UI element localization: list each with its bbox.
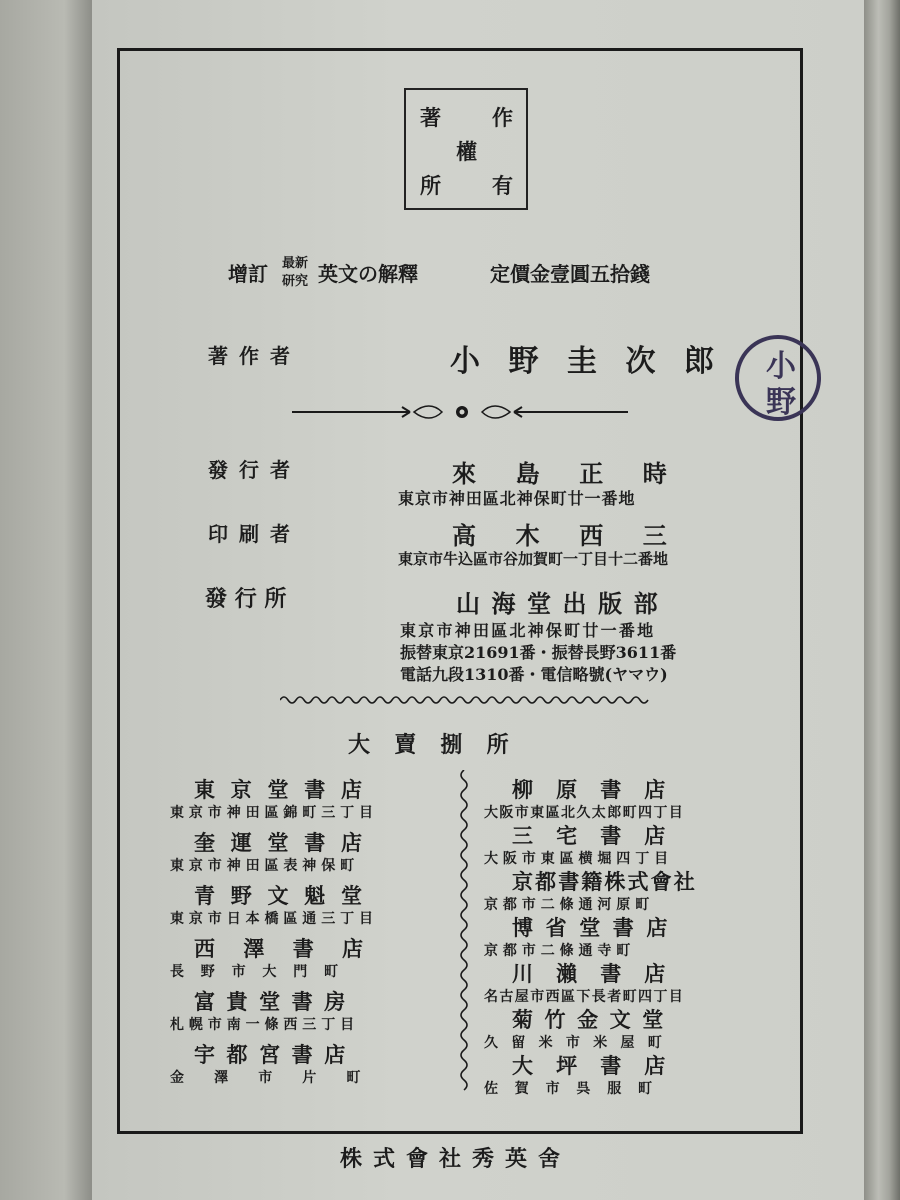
distributor-name: 大坪書店 — [512, 1053, 689, 1078]
page-edge — [864, 0, 900, 1200]
ornament-divider — [292, 400, 632, 424]
distributor-name: 柳原書店 — [512, 777, 689, 802]
distributor-name: 西澤書店 — [194, 936, 392, 961]
distributor-address: 大阪市東區横堀四丁目 — [484, 851, 673, 867]
distributor-name: 奎運堂書店 — [194, 830, 378, 855]
publishing-house-name: 山海堂出版部 — [456, 589, 670, 618]
distributor-address: 金澤市片町 — [170, 1070, 391, 1086]
wavy-divider — [280, 694, 650, 706]
seal-char: 野 — [766, 385, 796, 420]
title-small-bottom: 研究 — [282, 274, 309, 289]
distributor-address: 札幌市南一條西三丁目 — [170, 1017, 359, 1033]
printer-label: 印刷者 — [208, 522, 301, 546]
distributor-address: 長野市大門町 — [170, 964, 355, 980]
column-divider — [454, 770, 474, 1094]
distributor-name: 菊竹金文堂 — [512, 1007, 675, 1032]
printer-footer: 株式會社秀英舍 — [340, 1146, 572, 1172]
distributor-address: 佐賀市呉服町 — [484, 1081, 669, 1097]
distributor-address: 京都市二條通河原町 — [484, 897, 655, 913]
distributor-name: 宇都宮書店 — [194, 1042, 357, 1067]
title-prefix: 增訂 — [228, 262, 268, 286]
publishing-house-address: 東京市神田區北神保町廿一番地 — [400, 621, 656, 640]
distributor-name: 川瀨書店 — [512, 961, 689, 986]
distributor-address: 京都市二條通寺町 — [484, 943, 636, 959]
seal-char: 小 — [766, 349, 796, 384]
copyright-char: 著 — [420, 105, 441, 130]
distributor-name: 京都書籍株式會社 — [512, 869, 697, 894]
distributor-address: 久留米市米屋町 — [484, 1035, 676, 1051]
copyright-char: 作 — [492, 105, 513, 130]
publisher-name: 來島正時 — [452, 459, 707, 488]
distributor-name: 三宅書店 — [512, 823, 689, 848]
author-name: 小野圭次郎 — [450, 344, 743, 379]
title-small-top: 最新 — [282, 256, 309, 271]
facing-page — [0, 0, 92, 1200]
distributor-name: 富貴堂書房 — [194, 989, 357, 1014]
publisher-label: 發行者 — [208, 458, 301, 482]
publishing-house-phone: 電話九段1310番・電信略號(ヤマウ) — [400, 665, 668, 684]
copyright-char: 有 — [492, 173, 513, 198]
distributor-address: 名古屋市西區下長者町四丁目 — [484, 989, 685, 1005]
distributor-address: 東京市神田區錦町三丁目 — [170, 805, 378, 821]
distributor-address: 大阪市東區北久太郎町四丁目 — [484, 805, 685, 821]
printer-name: 高木西三 — [452, 521, 707, 550]
copyright-box — [404, 88, 528, 210]
book-title: 英文の解釋 — [318, 262, 418, 286]
distributor-address: 東京市日本橋區通三丁目 — [170, 911, 378, 927]
author-seal — [735, 335, 821, 421]
copyright-char: 所 — [420, 173, 441, 198]
distributor-address: 東京市神田區表神保町 — [170, 858, 359, 874]
price: 定價金壹圓五拾錢 — [490, 262, 650, 286]
author-label: 著作者 — [208, 344, 301, 368]
publishing-house-label: 發行所 — [205, 586, 295, 612]
distributors-heading: 大賣捌所 — [348, 732, 533, 758]
publisher-address: 東京市神田區北神保町廿一番地 — [398, 489, 636, 508]
distributor-name: 博省堂書店 — [512, 915, 680, 940]
distributor-name: 青野文魁堂 — [194, 883, 378, 908]
printer-address: 東京市牛込區市谷加賀町一丁目十二番地 — [398, 550, 669, 568]
copyright-char: 權 — [456, 139, 477, 164]
distributor-name: 東京堂書店 — [194, 777, 378, 802]
publishing-house-transfer: 振替東京21691番・振替長野3611番 — [400, 643, 677, 662]
